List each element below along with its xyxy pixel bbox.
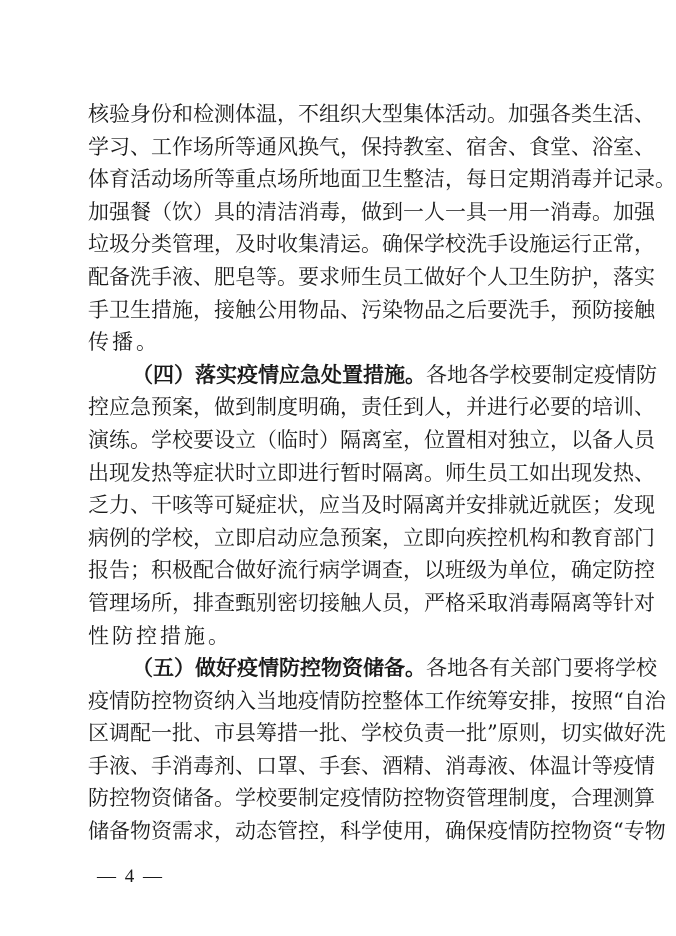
line-text: 性防控措施。 [88,623,232,648]
line-text: 出现发热等症状时立即进行暂时隔离。师生员工如出现发热、 [88,460,655,485]
text-line [88,98,655,131]
text-line [88,782,655,815]
text-line [88,652,657,685]
text-line [88,294,655,327]
text-line [88,620,575,653]
line-text: 疫情防控物资纳入当地疫情防控整体工作统筹安排，按照“自治 [88,688,666,713]
line-text: 传播。 [88,330,160,355]
text-line [88,685,666,718]
line-text: 垃圾分类管理，及时收集清运。确保学校洗手设施运行正常， [88,232,655,257]
text-line [88,815,666,848]
text-line [88,457,655,490]
line-text: 管理场所，排查甄别密切接触人员，严格采取消毒隔离等针对 [88,590,655,615]
text-line [88,554,655,587]
line-text: 储备物资需求，动态管控，科学使用，确保疫情防控物资“专物 [88,819,666,844]
text-line [88,391,655,424]
line-text: 区调配一批、市县筹措一批、学校负责一批”原则，切实做好洗 [88,721,666,746]
line-text: 演练。学校要设立（临时）隔离室，位置相对独立，以备人员 [88,427,655,452]
line-text: 核验身份和检测体温，不组织大型集体活动。加强各类生活、 [88,102,655,126]
text-line [88,196,655,229]
line-text: 病例的学校，立即启动应急预案，立即向疾控机构和教育部门 [88,525,655,550]
line-text: 学习、工作场所等通风换气，保持教室、宿舍、食堂、浴室、 [88,134,655,159]
document-body [88,98,676,848]
text-line [88,587,655,620]
text-line [88,228,655,261]
text-line [88,750,655,783]
text-line [88,131,655,164]
section-heading: （五）做好疫情防控物资储备。 [132,655,426,681]
line-text: 各地各有关部门要将学校 [426,656,657,681]
text-line [88,163,676,196]
line-text: 防控物资储备。学校要制定疫情防控物资管理制度，合理测算 [88,786,655,811]
paragraph [88,652,666,848]
section-heading: （四）落实疫情应急处置措施。 [132,361,426,387]
line-text: 手液、手消毒剂、口罩、手套、酒精、消毒液、体温计等疫情 [88,753,655,778]
text-line [88,261,655,294]
text-line [88,424,655,457]
text-line [88,489,655,522]
line-text: 报告；积极配合做好流行病学调查，以班级为单位，确定防控 [88,558,655,583]
line-text: 配备洗手液、肥皂等。要求师生员工做好个人卫生防护，落实 [88,264,655,289]
paragraph [88,359,657,652]
line-text: 加强餐（饮）具的清洁消毒，做到一人一具一用一消毒。加强 [88,199,655,224]
paragraph [88,98,676,359]
line-text: 乏力、干咳等可疑症状，应当及时隔离并安排就近就医；发现 [88,493,655,518]
line-text: 控应急预案，做到制度明确，责任到人，并进行必要的培训、 [88,395,655,420]
line-text: 各地各学校要制定疫情防 [426,362,657,387]
text-line [88,522,655,555]
text-line [88,326,575,359]
page-number: — 4 — [97,866,164,887]
text-line [88,359,657,392]
text-line [88,717,666,750]
line-text: 体育活动场所等重点场所地面卫生整洁，每日定期消毒并记录。 [88,167,676,192]
line-text: 手卫生措施，接触公用物品、污染物品之后要洗手，预防接触 [88,297,655,322]
